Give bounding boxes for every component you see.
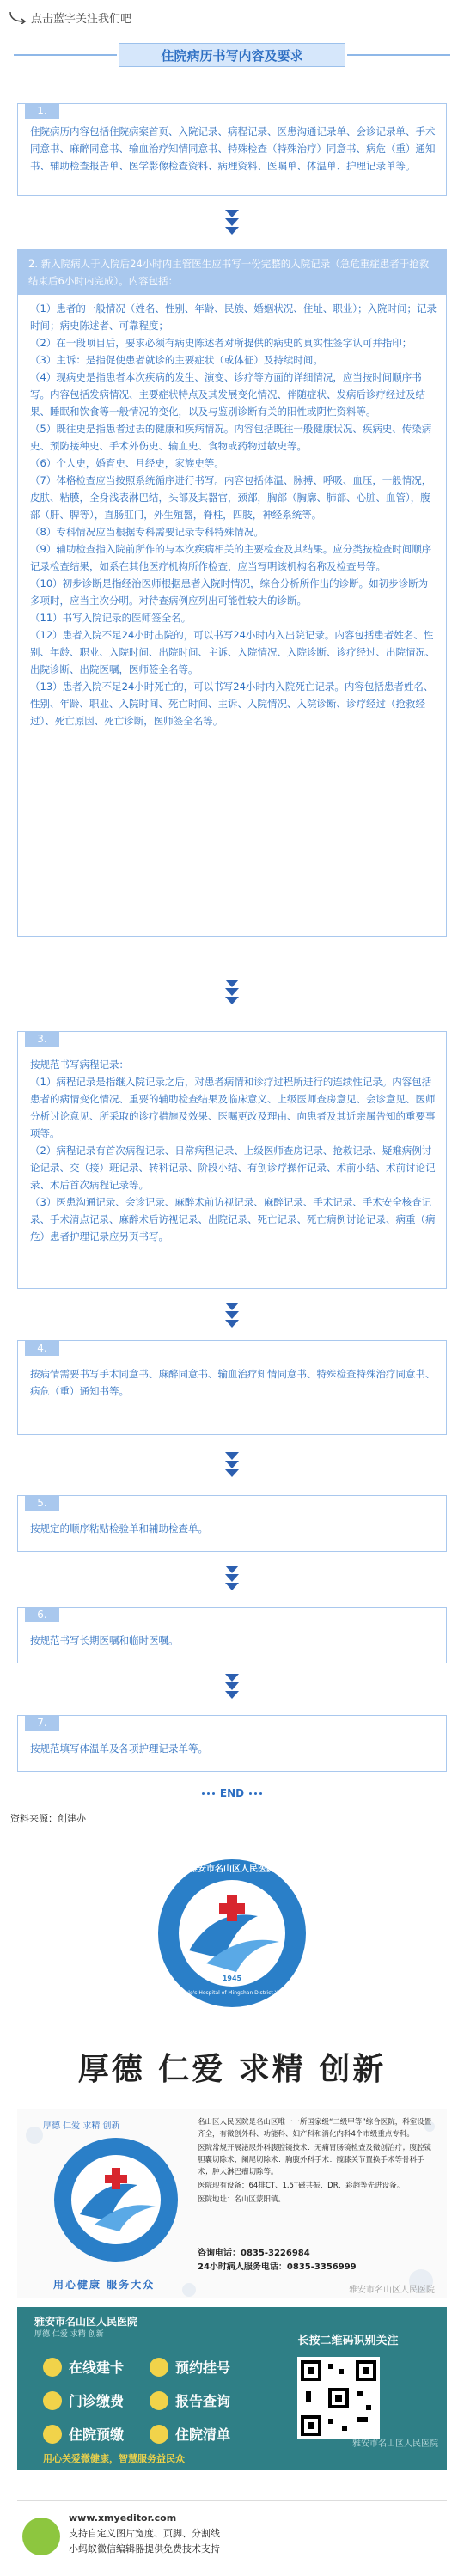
section-number: 5. [25, 1495, 59, 1511]
service-item[interactable]: 在线建卡 [43, 2357, 124, 2377]
section-head-text: 新入院病人于入院后24小时内主管医生应书写一份完整的入院记录（急危重症患者于抢救结束后6小时内完成）。内容包括： [28, 258, 430, 287]
section-body [18, 1032, 446, 1252]
service-item[interactable]: 住院预缴 [43, 2424, 124, 2444]
section-body [18, 295, 446, 736]
logo-year: 1945 [222, 1975, 242, 1982]
section-line: 按规定的顺序粘贴检验单和辅助检查单。 [30, 1523, 208, 1535]
qr-heading: 长按二维码识别关注 [297, 2335, 399, 2347]
card-caption: 厚德 仁爱 求精 创新 [43, 2121, 120, 2131]
card-bottom-slogan: 用心健康 服务大众 [53, 2279, 156, 2291]
section-5 [17, 1495, 447, 1552]
service-item[interactable]: 住院清单 [150, 2424, 230, 2444]
section-line: （8）专科情况应当根据专科需要记录专科特殊情况。 [30, 526, 264, 538]
xmy-logo-icon [22, 2518, 60, 2555]
title-line-left [14, 54, 117, 56]
banner-footer: 用心关爱微健康，智慧服务益民众 [43, 2453, 185, 2464]
card-desc-line: 医院地址：名山区蒙阳镇。 [198, 2195, 286, 2204]
service-item[interactable]: 报告查询 [150, 2390, 230, 2410]
card-description [198, 2116, 438, 2207]
section-number: 1. [25, 103, 59, 119]
title-line-right [347, 54, 450, 56]
hospital-slogan: 厚德 仁爱 求精 创新 [77, 2051, 387, 2087]
card-logo-icon [52, 2135, 180, 2264]
section-body [18, 1716, 446, 1764]
section-line: 按规范填写体温单及各项护理记录单等。 [30, 1743, 208, 1755]
banner-watermark: 雅安市名山区人民医院 [352, 2439, 438, 2449]
hospital-logo-icon [155, 1856, 309, 2011]
service-icon [43, 2358, 62, 2377]
section-number: 3. [25, 1031, 59, 1047]
service-icon [43, 2425, 62, 2444]
section-line: （7）体格检查应当按照系统循序进行书写。内容包括体温、脉搏、呼吸、血压，一般情况，皮肤、粘膜，全身浅表淋巴结，头部及其器官，颈部，胸部（胸廓、肺部、心脏、血管），腹部（肝、脾等），直肠肛门，外生殖器，脊柱，四肢，神经系统等。 [30, 474, 432, 521]
section-line: （1）病程记录是指继入院记录之后，对患者病情和诊疗过程所进行的连续性记录。内容包括患者的病情变化情况、重要的辅助检查结果及临床意义、上级医师查房意见、会诊意见、医师分析讨论意见、所采取的诊疗措施及效果、医嘱更改及理由、向患者及其近亲属告知的重要事项等。 [30, 1076, 436, 1139]
service-icon [43, 2391, 62, 2410]
banner-tags: 厚德 仁爱 求精 创新 [34, 2330, 104, 2339]
service-icon [150, 2391, 168, 2410]
section-line: （1）患者的一般情况（姓名、性别、年龄、民族、婚姻状况、住址、职业）；入院时间；记录时间；病史陈述者、可靠程度； [30, 302, 437, 332]
end-marker [0, 1785, 464, 1801]
end-dots-left [202, 1792, 215, 1795]
service-list [43, 2357, 249, 2457]
phone-24h: 24小时病人服务电话：0835-3356999 [198, 2262, 357, 2272]
card-desc-line: 医院常规开展泌尿外科腹腔镜技术：无痛胃肠镜检查及微创治疗；腹腔镜胆囊切除术、阑尾切除术：胸腹外科手术：髋膝关节置换手术等骨科手术；肿大淋巴瘤切除等。 [198, 2144, 432, 2176]
section-number: 6. [25, 1607, 59, 1622]
service-icon [150, 2425, 168, 2444]
section-4 [17, 1340, 447, 1435]
section-line: 按病情需要书写手术同意书、麻醉同意书、输血治疗知情同意书、特殊检查特殊治疗同意书、病危（重）通知书等。 [30, 1368, 436, 1397]
follow-hint [9, 7, 131, 27]
card-watermark: 雅安市名山区人民医院 [349, 2286, 435, 2295]
section-line: （11）书写入院记录的医师签全名。 [30, 612, 192, 624]
follow-text: 点击蓝字关注我们吧 [31, 12, 132, 26]
logo-name-cn: 雅安市名山区人民医院 [189, 1865, 275, 1874]
section-line: （2）在一段项目后，要求必须有病史陈述者对所提供的病史的真实性签字认可并指印； [30, 337, 412, 349]
phone-consult: 咨询电话：0835-3226984 [198, 2249, 310, 2258]
section-line: （6）个人史，婚育史、月经史，家族史等。 [30, 457, 224, 469]
down-arrow-icon [225, 1452, 239, 1478]
end-dots-right [249, 1792, 262, 1795]
section-body [18, 104, 446, 181]
hospital-logo [155, 1856, 309, 2011]
section-6 [17, 1607, 447, 1663]
service-item[interactable]: 门诊缴费 [43, 2390, 124, 2410]
section-1 [17, 103, 447, 196]
divider [17, 2500, 447, 2501]
section-body [18, 1608, 446, 1656]
section-head [18, 250, 446, 295]
section-body [18, 1341, 446, 1407]
end-text: END [219, 1787, 245, 1799]
wechat-banner [17, 2307, 447, 2470]
source-note: 资料来源：创建办 [10, 1813, 86, 1824]
section-line: （10）初步诊断是指经治医师根据患者入院时情况，综合分析所作出的诊断。如初步诊断为多项时，应当主次分明。对待查病例应列出可能性较大的诊断。 [30, 577, 429, 607]
hospital-info-card [17, 2109, 447, 2298]
card-desc-line: 医院现有设备：64排CT、1.5T磁共振、DR、彩超等先进设备。 [198, 2182, 405, 2190]
service-icon [150, 2358, 168, 2377]
page-title: 住院病历书写内容及要求 [119, 43, 345, 67]
card-phones [198, 2247, 357, 2274]
title-block [0, 38, 464, 72]
section-line: 按规范书写长期医嘱和临时医嘱。 [30, 1634, 179, 1646]
section-line: （12）患者入院不足24小时出院的，可以书写24小时内入出院记录。内容包括患者姓名、性别、年龄、职业、入院时间、出院时间、主诉、入院情况、入院诊断、诊疗经过、出院情况、出院诊断、出院医嘱，医师签全名等。 [30, 629, 436, 675]
section-line: （9）辅助检查指入院前所作的与本次疾病相关的主要检查及其结果。应分类按检查时间顺序记录检查结果，如系在其他医疗机构所作检查，应当写明该机构名称及检查号等。 [30, 543, 432, 572]
section-line: 住院病历内容包括住院病案首页、入院记录、病程记录、医患沟通记录单、会诊记录单、手术同意书、麻醉同意书、输血治疗知情同意书、特殊检查（特殊治疗）同意书、病危（重）通知书、辅助检查报告单、医学影像检查资料、病理资料、医嘱单、体温单、护理记录单等。 [30, 125, 436, 172]
section-number: 2. [28, 258, 38, 270]
service-item[interactable]: 预约挂号 [150, 2357, 230, 2377]
section-body [18, 1496, 446, 1544]
down-arrow-icon [225, 1303, 239, 1328]
section-line: （3）医患沟通记录、会诊记录、麻醉术前访视记录、麻醉记录、手术记录、手术安全核查记录、手术清点记录、麻醉术后访视记录、出院记录、死亡记录、死亡病例讨论记录、病重（病危）患者护理记录应另页书写。 [30, 1196, 436, 1242]
section-line: （3）主诉：是指促使患者就诊的主要症状（或体征）及持续时间。 [30, 354, 323, 366]
section-line: （5）既往史是指患者过去的健康和疾病情况。内容包括既往一般健康状况、疾病史、传染病史、预防接种史、手术外伤史、输血史、食物或药物过敏史等。 [30, 423, 432, 452]
down-arrow-icon [225, 1674, 239, 1700]
down-arrow-icon [225, 210, 239, 235]
section-3 [17, 1031, 447, 1289]
section-2 [17, 249, 447, 937]
section-7 [17, 1715, 447, 1772]
section-line: （13）患者入院不足24小时死亡的，可以书写24小时内入院死亡记录。内容包括患者姓名、性别、年龄、职业、入院时间、死亡时间、主诉、入院情况、入院诊断、诊疗经过（抢救经过）、死亡原因、死亡诊断，医师签全名等。 [30, 681, 434, 727]
section-number: 4. [25, 1340, 59, 1356]
credit-line: 小蚂蚁微信编辑器提供免费技术支持 [69, 2543, 220, 2555]
credit-url[interactable]: www.xmyeditor.com [69, 2512, 177, 2524]
section-number: 7. [25, 1715, 59, 1731]
card-desc-line: 名山区人民医院是名山区唯一一所国家级“二级甲等”综合医院，科室设置齐全，有微创外科、功能科、妇产科和消化内科4个市级重点专科。 [198, 2118, 432, 2139]
qr-code-icon[interactable] [297, 2357, 380, 2439]
editor-credit [17, 2500, 447, 2569]
section-line: （2）病程记录有首次病程记录、日常病程记录、上级医师查房记录、抢救记录、疑难病例讨论记录、交（接）班记录、转科记录、阶段小结、有创诊疗操作记录、术前小结、术前讨论记录、术后首次病程记录等。 [30, 1145, 436, 1191]
section-line: （4）现病史是指患者本次疾病的发生、演变、诊疗等方面的详细情况，应当按时间顺序书写。内容包括发病情况、主要症状特点及其发展变化情况、伴随症状、发病后诊疗经过及结果、睡眠和饮食等一般情况的变化，以及与鉴别诊断有关的阳性或阴性资料等。 [30, 371, 425, 418]
section-line: 按规范书写病程记录： [30, 1059, 129, 1071]
credit-lines [69, 2511, 220, 2557]
down-arrow-icon [225, 1566, 239, 1591]
banner-hospital-name: 雅安市名山区人民医院 [34, 2316, 138, 2328]
down-arrow-icon [225, 980, 239, 1005]
credit-line: 支持自定义图片宽度、页脚、分割线 [69, 2528, 220, 2539]
logo-name-en: People's Hospital of Mingshan District Ya'an [175, 1990, 289, 1996]
follow-arrow-icon [9, 10, 27, 24]
